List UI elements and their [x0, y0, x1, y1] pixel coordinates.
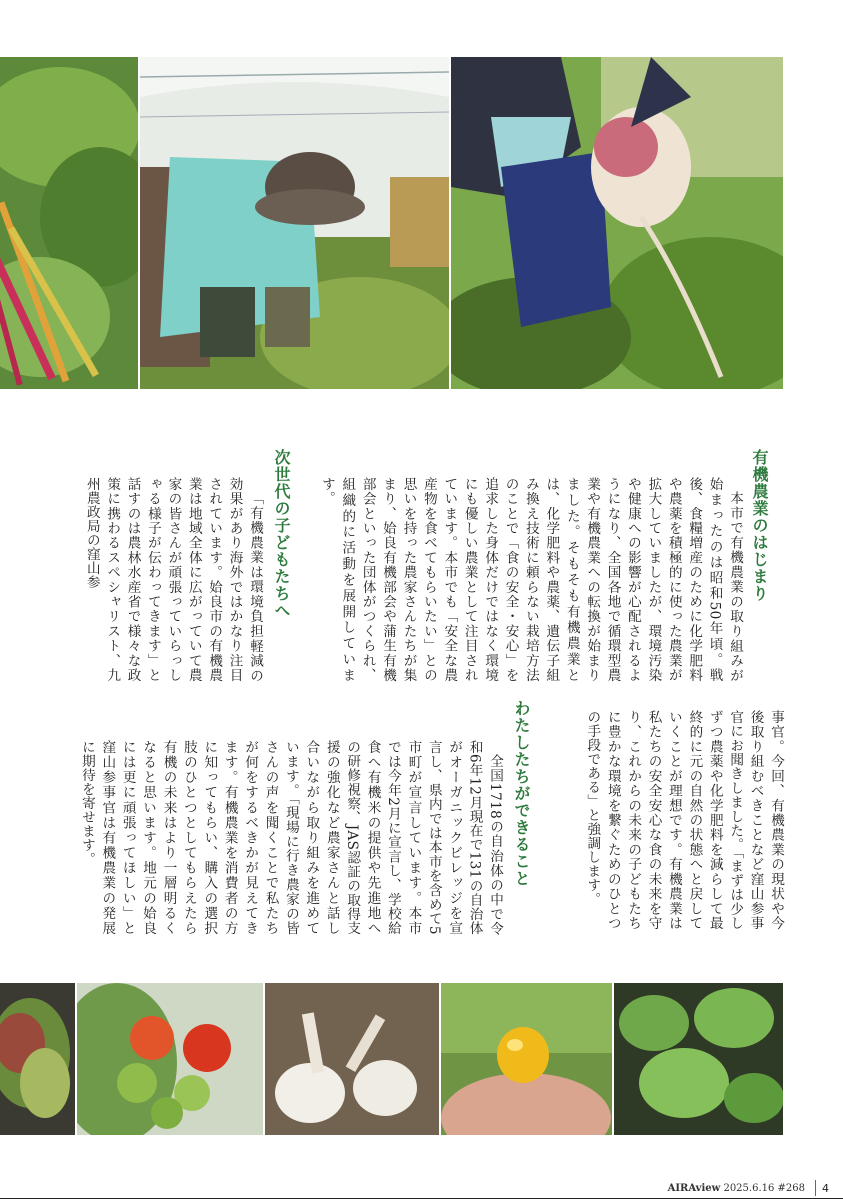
article-column-1: [318, 477, 745, 682]
article-column-3: [548, 710, 786, 930]
article-column-2: [65, 477, 265, 682]
photo-greenhouse-farmer: [140, 57, 449, 389]
photo-lettuce: [0, 983, 75, 1135]
photo-chard-leaves: [0, 57, 138, 389]
paragraph: 本市で有機農業の取り組みが始まったのは昭和50年頃。戦後、食糧増産のために化学肥料や農薬を積極的に使った農業が拡大していましたが、環境汚染や健康への影響が心配されるようになり、全国各地で循環型農業や有機農業への転換が始まりました。そもそも有機農業とは、化学肥料や農薬、遺伝子組み換え技術に頼らない栽培方法のことで「食の安全・安心」を追求した身体だけではなく環境にも優しい農業として注目されています。本市でも「安全な農産物を食べてもらいたい」との思いを持った農家さんたちが集まり、姶良有機部会や蒲生有機部会といった団体がつくられ、組織的に活動を展開しています。: [318, 477, 743, 682]
photo-turnip-harvest: [451, 57, 783, 389]
heading-what-we-can-do: わたしたちができること: [512, 700, 531, 887]
footer: [0, 1180, 843, 1199]
heading-organic-beginning: 有機農業のはじまり: [750, 449, 769, 602]
photo-tomatoes: [77, 983, 263, 1135]
photo-garlic: [265, 983, 439, 1135]
brand-name: AIRAview: [667, 1183, 721, 1194]
paragraph: 事官。今回、有機農業の現状や今後取り組むべきことなど窪山参事官にお聞きしました。「まずは少しずつ農薬や化学肥料を減らして最終的に元の自然の状態へと戻していくことが理想です。有機農業は私たちの安全安心な食の未来を守り、これからの未来の子どもたちに豊かな環境を繋ぐためのひとつの手段である」と強調します。: [584, 710, 784, 930]
issue-info: 2025.6.16 #268: [723, 1183, 805, 1194]
footer-brand: [668, 1183, 805, 1194]
heading-next-generation: 次世代の子どもたちへ: [272, 449, 291, 619]
footer-separator: [815, 1180, 816, 1196]
photo-greens-field: [614, 983, 783, 1135]
paragraph: 「有機農業は環境負担軽減の効果があり海外ではかなり注目されています。姶良市の有機農業は地域全体に広がっていて農家の皆さんが頑張っていらっしゃる様子が伝わってきます」と話すのは農林水産省で様々な政策に携わるスペシャリスト、九州農政局の窪山参: [83, 477, 263, 682]
article-column-4: [60, 740, 505, 935]
page-number: 4: [822, 1182, 829, 1195]
paragraph: 全国1718の自治体の中で令和6年12月現在で131の自治体がオーガニックビレッジを宣言し、県内では本市を含めて5市町が宣言しています。本市では今年2月に宣言し、学校給食へ有機米の提供や先進地への研修視察、JAS認証の取得支援の強化など農家さんと話し合いながら取り組みを進めています。「現場に行き農家の皆さんの声を聞くことで私たちが何をするべきかが見えてきます。有機農業を消費者の方に知ってもらい、購入の選択肢のひとつとしてもらえたら有機の未来はより一層明るくなると思います。地元の姶良には更に頑張ってほしい」と窪山参事官は有機農業の発展に期待を寄せます。: [78, 740, 503, 935]
photo-yellow-tomato-hand: [441, 983, 612, 1135]
